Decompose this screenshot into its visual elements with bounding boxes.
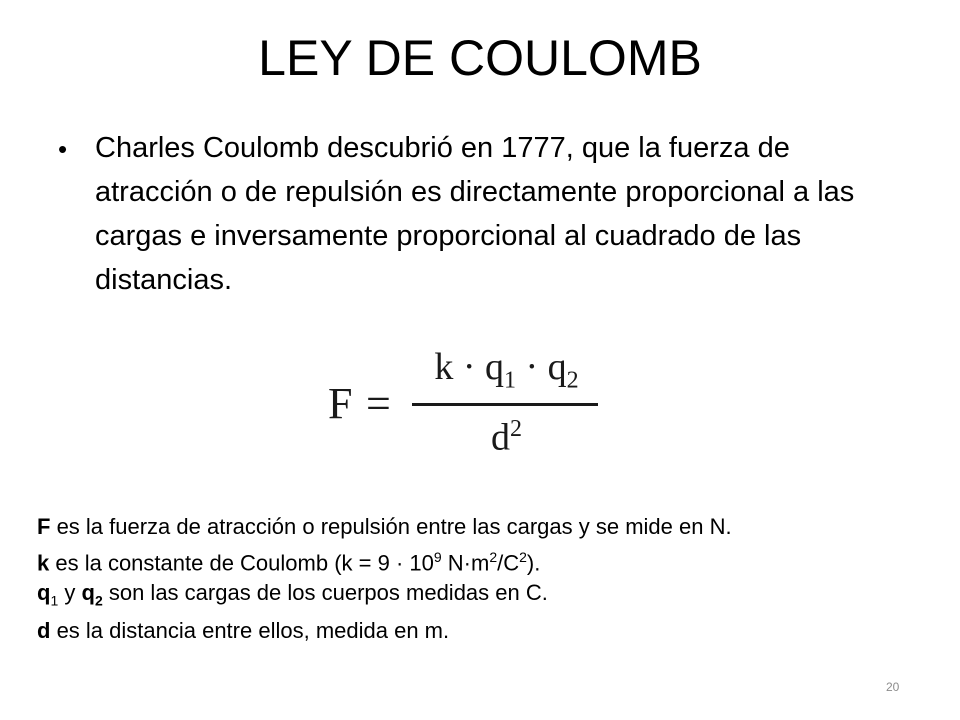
definition-k [37,542,937,578]
definition-f-text: es la fuerza de atracción o repulsión entre las cargas y se mide en N. [50,514,732,539]
formula-fraction-bar [412,403,598,406]
slide-title: LEY DE COULOMB [258,30,702,86]
definition-k-exponent-c: 2 [519,549,527,565]
definition-k-close: ). [526,550,541,576]
formula-q2-subscript: 2 [566,367,579,394]
formula-d: d [491,416,510,459]
definition-k-symbol: k [37,550,50,576]
definition-d-text: es la distancia entre ellos, medida en m. [50,617,450,643]
definition-f-symbol: F [37,514,51,539]
definitions [37,512,937,646]
definition-k-unit-c: /C [497,550,520,576]
formula-equals: = [366,379,391,428]
formula-dot-2: · [516,346,548,388]
definition-d [37,616,937,646]
definition-q1-subscript: 1 [50,592,59,609]
formula-q1: q [485,346,504,388]
definition-k-exponent-9: 9 [433,549,442,565]
formula-lhs: F [328,379,353,428]
definition-k-text: es la constante de Coulomb (k = 9 · 10 [49,550,434,576]
definition-q2-symbol: q [81,580,95,606]
definition-f [37,512,937,542]
formula-q1-subscript: 1 [504,367,516,394]
definition-k-unit-nm: N·m [441,550,490,576]
formula-denominator [414,407,599,460]
formula-dot-1: · [453,346,485,388]
definition-q1-symbol: q [37,580,51,606]
formula-d-exponent: 2 [510,416,522,442]
definition-q-text: son las cargas de los cuerpos medidas en C. [102,580,548,606]
definition-k-exponent-m: 2 [489,549,498,565]
definition-q-and: y [58,580,82,606]
coulomb-formula [318,345,608,459]
bullet-marker: • [58,134,68,164]
bullet-text: Charles Coulomb descubrió en 1777, que la fuerza de atracción o de repulsión es directamente proporcional a las cargas e inversamente proporcional al cuadrado de las distancias. [95,132,855,296]
formula-k: k [434,346,454,388]
definition-d-symbol: d [37,617,51,643]
page-number: 20 [886,680,900,694]
definition-q2-subscript: 2 [94,592,103,609]
definition-q [37,578,937,615]
formula-q2: q [547,346,567,388]
formula-numerator [414,345,599,403]
bullet-point [58,126,908,302]
